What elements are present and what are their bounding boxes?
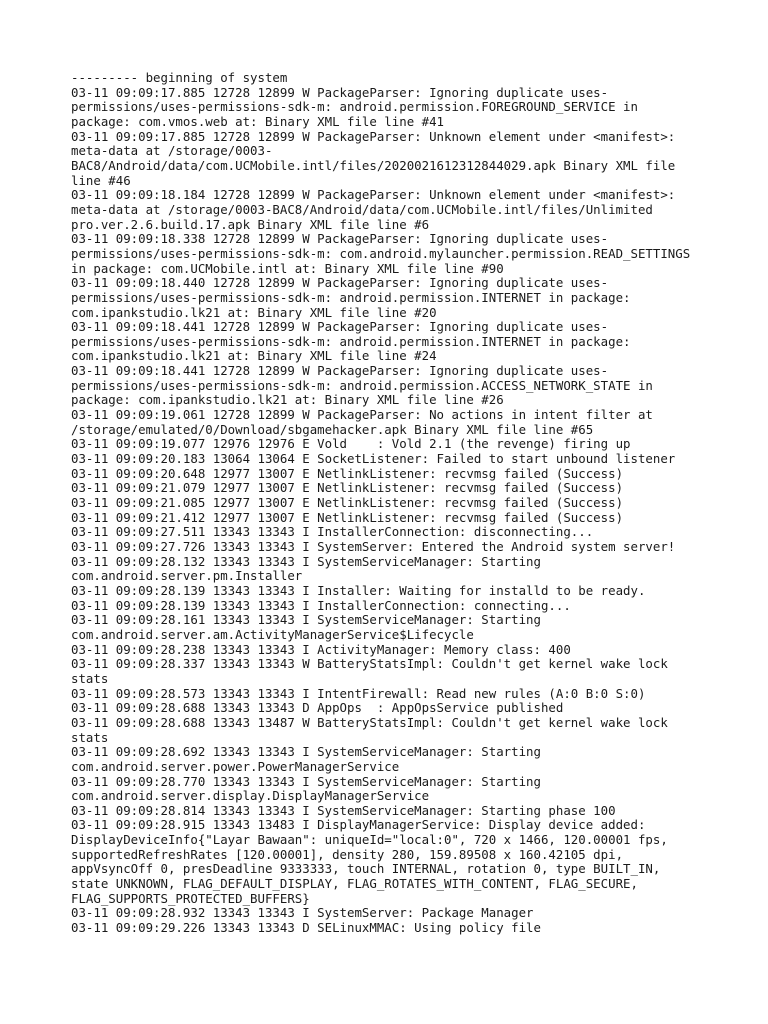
log-line: com.android.server.power.PowerManagerService bbox=[71, 758, 400, 774]
log-line: 03-11 09:09:28.814 13343 13343 I SystemServiceManager: Starting phase 100 bbox=[71, 802, 616, 818]
log-line: 03-11 09:09:28.932 13343 13343 I SystemServer: Package Manager bbox=[71, 905, 534, 921]
log-line: /storage/emulated/0/Download/sbgamehacker.apk Binary XML file line #65 bbox=[71, 421, 594, 437]
log-line: 03-11 09:09:28.161 13343 13343 I SystemServiceManager: Starting bbox=[71, 612, 541, 628]
log-line: line #46 bbox=[71, 172, 131, 188]
log-line: 03-11 09:09:18.441 12728 12899 W PackageParser: Ignoring duplicate uses- bbox=[71, 363, 609, 379]
system-log-text bbox=[71, 71, 711, 936]
log-line: 03-11 09:09:18.440 12728 12899 W PackageParser: Ignoring duplicate uses- bbox=[71, 275, 609, 291]
log-line: 03-11 09:09:20.648 12977 13007 E NetlinkListener: recvmsg failed (Success) bbox=[71, 465, 624, 481]
log-line: FLAG_SUPPORTS_PROTECTED_BUFFERS} bbox=[71, 890, 310, 906]
log-line: com.android.server.am.ActivityManagerService$Lifecycle bbox=[71, 626, 474, 642]
log-line: appVsyncOff 0, presDeadline 9333333, touch INTERNAL, rotation 0, type BUILT_IN, bbox=[71, 861, 661, 877]
log-line: package: com.ipankstudio.lk21 at: Binary XML file line #26 bbox=[71, 392, 504, 408]
log-line: 03-11 09:09:21.412 12977 13007 E NetlinkListener: recvmsg failed (Success) bbox=[71, 509, 624, 525]
log-line: --------- beginning of system bbox=[71, 70, 288, 85]
log-line: 03-11 09:09:28.238 13343 13343 I ActivityManager: Memory class: 400 bbox=[71, 641, 571, 657]
log-line: 03-11 09:09:28.573 13343 13343 I IntentFirewall: Read new rules (A:0 B:0 S:0) bbox=[71, 685, 646, 701]
log-line: 03-11 09:09:27.726 13343 13343 I SystemServer: Entered the Android system server! bbox=[71, 539, 676, 554]
log-line: permissions/uses-permissions-sdk-m: android.permission.ACCESS_NETWORK_STATE in bbox=[71, 377, 653, 393]
log-line: permissions/uses-permissions-sdk-m: com.android.mylauncher.permission.READ_SETTINGS bbox=[71, 245, 691, 261]
log-line: 03-11 09:09:28.139 13343 13343 I InstallerConnection: connecting... bbox=[71, 597, 571, 613]
log-line: 03-11 09:09:28.139 13343 13343 I Installer: Waiting for installd to be ready. bbox=[71, 582, 646, 598]
log-line: meta-data at /storage/0003-BAC8/Android/data/com.UCMobile.intl/files/Unlimited bbox=[71, 201, 653, 217]
log-line: com.ipankstudio.lk21 at: Binary XML file line #24 bbox=[71, 348, 437, 364]
log-line: 03-11 09:09:17.885 12728 12899 W PackageParser: Ignoring duplicate uses- bbox=[71, 84, 609, 100]
log-line: package: com.vmos.web at: Binary XML file line #41 bbox=[71, 113, 444, 129]
log-line: 03-11 09:09:28.688 13343 13487 W BatteryStatsImpl: Couldn't get kernel wake lock bbox=[71, 714, 668, 730]
log-line: 03-11 09:09:28.337 13343 13343 W BatteryStatsImpl: Couldn't get kernel wake lock bbox=[71, 656, 668, 672]
log-line: 03-11 09:09:19.061 12728 12899 W PackageParser: No actions in intent filter at bbox=[71, 407, 653, 423]
log-line: 03-11 09:09:18.338 12728 12899 W PackageParser: Ignoring duplicate uses- bbox=[71, 231, 609, 247]
log-line: com.ipankstudio.lk21 at: Binary XML file line #20 bbox=[71, 304, 437, 320]
log-line: 03-11 09:09:28.915 13343 13483 I DisplayManagerService: Display device added: bbox=[71, 817, 646, 833]
log-line: 03-11 09:09:18.441 12728 12899 W PackageParser: Ignoring duplicate uses- bbox=[71, 319, 609, 335]
log-line: pro.ver.2.6.build.17.apk Binary XML file line #6 bbox=[71, 216, 430, 232]
log-line: com.android.server.pm.Installer bbox=[71, 568, 303, 584]
log-line: DisplayDeviceInfo{"Layar Bawaan": uniqueId="local:0", 720 x 1466, 120.00001 fps, bbox=[71, 832, 668, 848]
log-line: 03-11 09:09:17.885 12728 12899 W PackageParser: Unknown element under <manifest>: bbox=[71, 128, 676, 144]
log-line: 03-11 09:09:20.183 13064 13064 E SocketListener: Failed to start unbound listener bbox=[71, 451, 676, 467]
document-page bbox=[71, 71, 711, 936]
log-line: permissions/uses-permissions-sdk-m: android.permission.FOREGROUND_SERVICE in bbox=[71, 99, 638, 115]
log-line: meta-data at /storage/0003- bbox=[71, 143, 273, 159]
log-line: permissions/uses-permissions-sdk-m: android.permission.INTERNET in package: bbox=[71, 333, 631, 349]
log-line: BAC8/Android/data/com.UCMobile.intl/files/2020021612312844029.apk Binary XML file bbox=[71, 157, 676, 173]
log-line: 03-11 09:09:29.226 13343 13343 D SELinuxMMAC: Using policy file bbox=[71, 920, 541, 936]
log-line: 03-11 09:09:19.077 12976 12976 E Vold : Vold 2.1 (the revenge) firing up bbox=[71, 436, 631, 452]
log-line: 03-11 09:09:21.079 12977 13007 E NetlinkListener: recvmsg failed (Success) bbox=[71, 480, 624, 496]
log-line: stats bbox=[71, 670, 109, 686]
log-line: supportedRefreshRates [120.00001], density 280, 159.89508 x 160.42105 dpi, bbox=[71, 846, 624, 862]
log-line: 03-11 09:09:28.692 13343 13343 I SystemServiceManager: Starting bbox=[71, 744, 541, 760]
log-line: com.android.server.display.DisplayManagerService bbox=[71, 788, 430, 804]
log-line: in package: com.UCMobile.intl at: Binary XML file line #90 bbox=[71, 260, 504, 276]
log-line: stats bbox=[71, 729, 109, 745]
log-line: 03-11 09:09:21.085 12977 13007 E NetlinkListener: recvmsg failed (Success) bbox=[71, 495, 624, 511]
log-line: state UNKNOWN, FLAG_DEFAULT_DISPLAY, FLAG_ROTATES_WITH_CONTENT, FLAG_SECURE, bbox=[71, 876, 638, 892]
log-line: 03-11 09:09:28.688 13343 13343 D AppOps : AppOpsService published bbox=[71, 700, 564, 716]
log-line: 03-11 09:09:27.511 13343 13343 I InstallerConnection: disconnecting... bbox=[71, 524, 594, 540]
log-line: 03-11 09:09:28.770 13343 13343 I SystemServiceManager: Starting bbox=[71, 773, 541, 789]
log-line: permissions/uses-permissions-sdk-m: android.permission.INTERNET in package: bbox=[71, 289, 631, 305]
log-line: 03-11 09:09:18.184 12728 12899 W PackageParser: Unknown element under <manifest>: bbox=[71, 187, 676, 203]
log-line: 03-11 09:09:28.132 13343 13343 I SystemServiceManager: Starting bbox=[71, 553, 541, 569]
